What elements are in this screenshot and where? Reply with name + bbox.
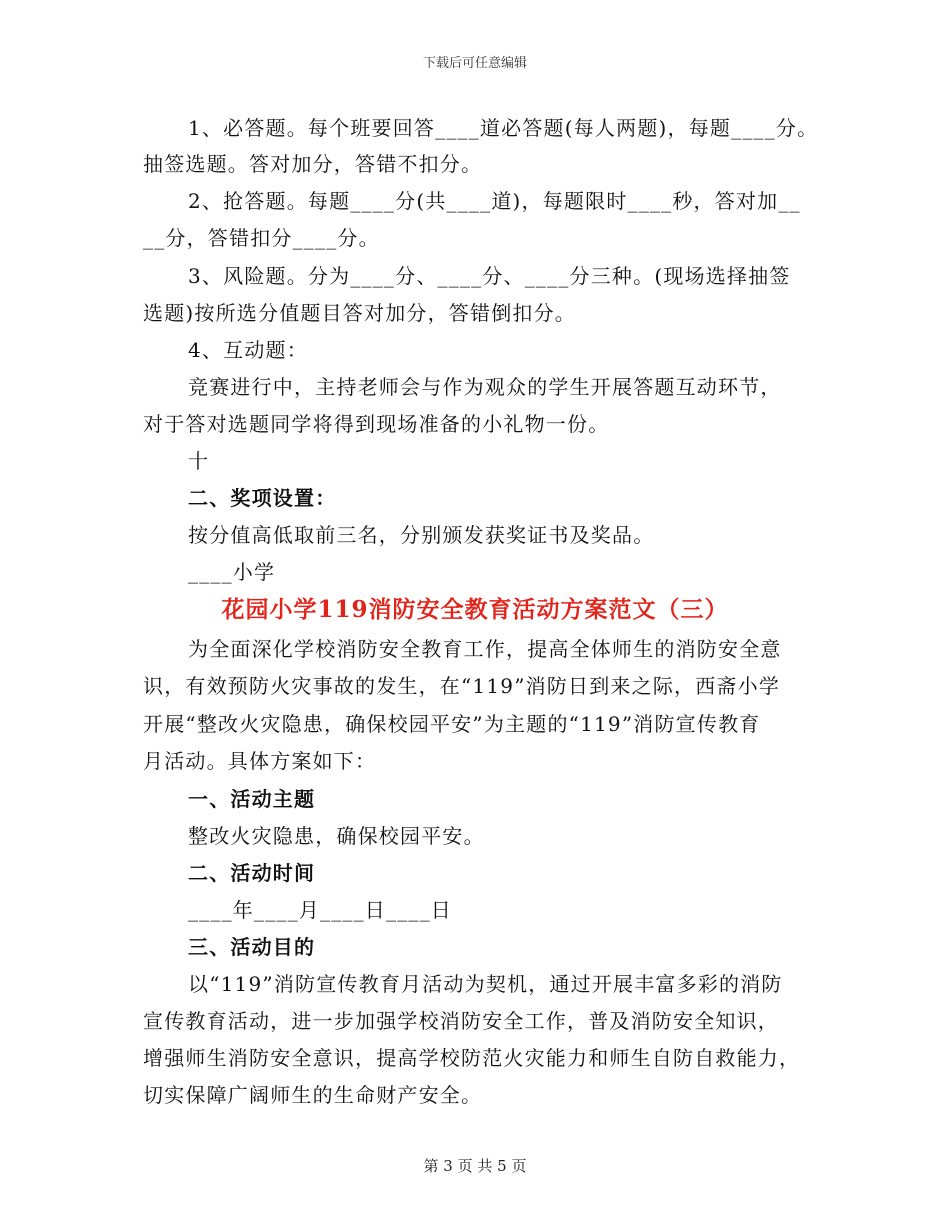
paragraph-line: __分，答错扣分____分。: [143, 226, 380, 250]
paragraph-line: 宣传教育活动，进一步加强学校消防安全工作，普及消防安全知识，: [143, 1009, 779, 1033]
paragraph-line: 切实保障广阔师生的生命财产安全。: [143, 1083, 483, 1107]
paragraph-line: 开展“整改火灾隐患，确保校园平安”为主题的“119”消防宣传教育: [143, 712, 761, 736]
page-header: 下载后可任意编辑: [422, 56, 527, 71]
section-heading: 三、活动目的: [188, 935, 316, 959]
signature-line: ____小学: [188, 560, 276, 584]
paragraph-line: 2、抢答题。每题____分(共____道)，每题限时____秒，答对加__: [188, 189, 801, 213]
paragraph-line: 竞赛进行中，主持老师会与作为观众的学生开展答题互动环节，: [188, 375, 782, 399]
paragraph-line: 按分值高低取前三名，分别颁发获奖证书及奖品。: [188, 523, 655, 547]
paragraph-line: 3、风险题。分为____分、____分、____分三种。(现场选择抽签: [188, 264, 791, 288]
paragraph-line: 选题)按所选分值题目答对加分，答错倒扣分。: [143, 301, 577, 325]
section-heading: 二、活动时间: [188, 861, 316, 885]
paragraph-line: 抽签选题。答对加分，答错不扣分。: [143, 152, 483, 176]
paragraph-line: 月活动。具体方案如下：: [143, 749, 377, 773]
paragraph-line: 对于答对选题同学将得到现场准备的小礼物一份。: [143, 412, 610, 436]
paragraph-line: 1、必答题。每个班要回答____道必答题(每人两题)，每题____分。: [188, 116, 819, 140]
paragraph-line: 以“119”消防宣传教育月活动为契机，通过开展丰富多彩的消防: [188, 972, 783, 996]
paragraph-line: 为全面深化学校消防安全教育工作，提高全体师生的消防安全意: [188, 637, 782, 661]
paragraph-line: 识，有效预防火灾事故的发生，在“119”消防日到来之际，西斋小学: [143, 674, 781, 698]
paragraph-line: ____年____月____日____日: [188, 898, 452, 922]
paragraph-line: 4、互动题：: [188, 338, 308, 362]
paragraph-line: 十: [188, 449, 210, 473]
page-footer: 第 3 页 共 5 页: [423, 1157, 527, 1175]
section-heading: 二、奖项设置：: [188, 486, 337, 510]
paragraph-line: 增强师生消防安全意识，提高学校防范火灾能力和师生自防自救能力，: [143, 1046, 801, 1070]
document-title: 花园小学119消防安全教育活动方案范文（三）: [221, 596, 729, 623]
section-heading: 一、活动主题: [188, 787, 316, 811]
paragraph-line: 整改火灾隐患，确保校园平安。: [188, 824, 485, 848]
